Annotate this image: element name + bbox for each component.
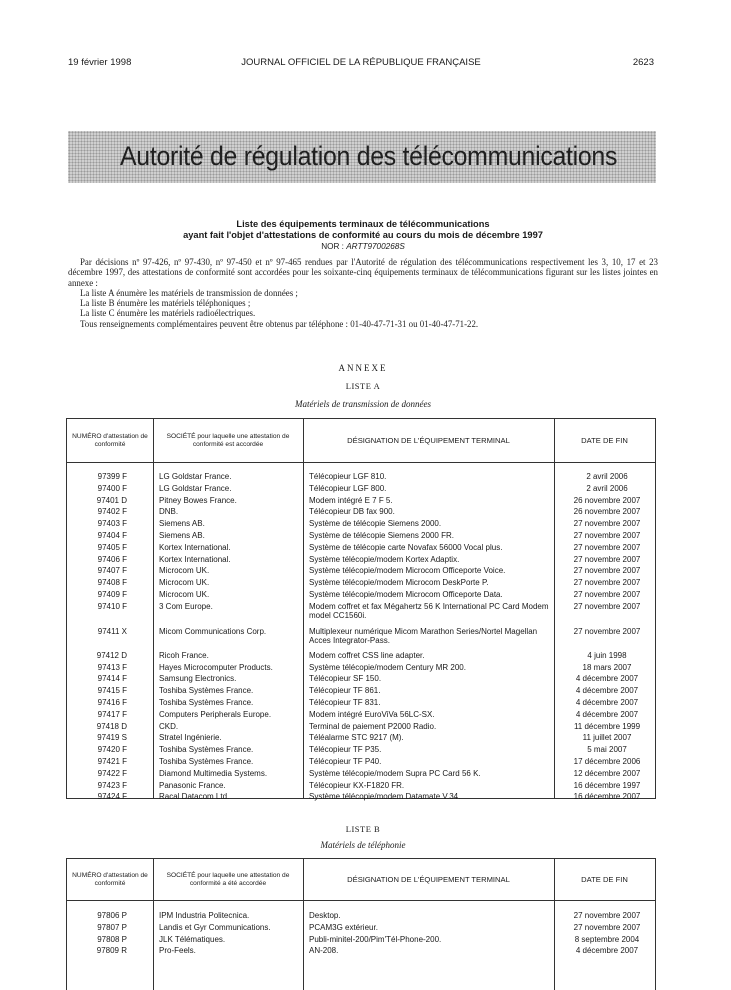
company-name: Kortex International. [159, 554, 231, 564]
company-name: LG Goldstar France. [159, 472, 232, 481]
attestation-number: 97417 F [97, 709, 127, 719]
company-name: Microcom UK. [159, 590, 210, 599]
equipment-designation: Système télécopie/modem Datamate V.34. [309, 792, 461, 802]
intro-contact: Tous renseignements complémentaires peuvent être obtenus par téléphone : 01-40-47-71-31 ou 01-40-47-71-22. [80, 318, 479, 329]
end-date: 11 décembre 1999 [573, 721, 641, 731]
attestation-number: 97424 F [97, 792, 127, 802]
company-name: Microcom UK. [159, 578, 210, 588]
liste-a-table [66, 418, 656, 802]
equipment-designation: Télécopieur LGF 810. [309, 472, 387, 481]
liste-a-category: Matériels de transmission de données [295, 399, 431, 409]
end-date: 27 novembre 2007 [573, 911, 641, 920]
header-date-fin: DATE DE FIN [581, 874, 628, 884]
company-name: Hayes Microcomputer Products. [159, 662, 273, 672]
end-date: 4 décembre 2007 [575, 709, 639, 719]
company-name: Samsung Electronics. [159, 674, 237, 684]
end-date: 27 novembre 2007 [573, 554, 641, 564]
equipment-designation: Télécopieur SF 150. [309, 674, 382, 684]
equipment-designation: Multiplexeur numérique Micom Marathon Series/Nortel Magellan Acces Integrator-Pass. [309, 626, 538, 645]
end-date: 27 novembre 2007 [573, 519, 641, 529]
header-numero: NUMÉRO d'attestation de conformité [72, 872, 148, 887]
end-date: 26 novembre 2007 [573, 495, 641, 505]
equipment-designation: Téléalarme STC 9217 (M). [309, 733, 404, 743]
equipment-designation: PCAM3G extérieur. [309, 922, 378, 932]
equipment-designation: Système de télécopie Siemens 2000 FR. [309, 531, 454, 540]
attestation-number: 97419 S [97, 733, 127, 743]
equipment-designation: Système télécopie/modem Microcom DeskPorte P. [309, 578, 489, 588]
company-name: Toshiba Systèmes France. [159, 686, 254, 696]
end-date: 27 novembre 2007 [573, 626, 641, 636]
attestation-number: 97409 F [97, 590, 127, 599]
end-date: 27 novembre 2007 [573, 531, 641, 540]
company-name: Panasonic France. [159, 780, 226, 790]
end-date: 27 novembre 2007 [573, 542, 641, 552]
equipment-designation: Système télécopie/modem Microcom Officeporte Data. [309, 590, 503, 599]
end-date: 11 juillet 2007 [582, 733, 632, 743]
company-name: Stratel Ingénierie. [159, 733, 222, 743]
company-name: LG Goldstar France. [159, 483, 232, 493]
end-date: 2 avril 2006 [586, 472, 628, 481]
end-date: 4 décembre 2007 [575, 946, 639, 956]
attestation-number: 97413 F [97, 662, 127, 672]
end-date: 16 décembre 1997 [573, 780, 641, 790]
equipment-designation: Système de télécopie carte Novafax 56000 Vocal plus. [309, 542, 503, 552]
equipment-designation: Télécopieur DB fax 900. [309, 507, 395, 517]
company-name: JLK Télématiques. [159, 934, 226, 944]
table-header [67, 859, 655, 901]
liste-b-heading: LISTE B [345, 824, 381, 834]
equipment-designation: Système de télécopie Siemens 2000. [309, 519, 442, 529]
header-journal-title: JOURNAL OFFICIEL DE LA RÉPUBLIQUE FRANÇAISE [241, 57, 481, 68]
equipment-designation: Modem coffret et fax Mégahertz 56 K International PC Card Modem model CC1560i. [309, 601, 549, 621]
notice-title-line1: Liste des équipements terminaux de télécommunications [236, 219, 490, 229]
company-name: Toshiba Systèmes France. [159, 697, 254, 707]
company-name: Siemens AB. [159, 519, 205, 529]
nor-reference [68, 242, 658, 251]
end-date: 18 mars 2007 [582, 662, 632, 672]
end-date: 16 décembre 2007 [573, 792, 641, 802]
header-numero: NUMÉRO d'attestation de conformité [72, 433, 148, 448]
intro-list-c: La liste C énumère les matériels radioélectriques. [80, 308, 256, 319]
attestation-number: 97407 F [97, 566, 127, 576]
company-name: Diamond Multimedia Systems. [159, 768, 268, 778]
liste-a-heading: LISTE A [345, 381, 381, 391]
attestation-number: 97416 F [97, 697, 127, 707]
attestation-number: 97408 F [97, 578, 127, 588]
intro-text [68, 257, 658, 329]
end-date: 12 décembre 2007 [573, 768, 641, 778]
attestation-number: 97406 F [97, 554, 127, 564]
attestation-number: 97421 F [97, 756, 127, 766]
company-name: Toshiba Systèmes France. [159, 745, 254, 755]
intro-paragraph: Par décisions nº 97-426, nº 97-430, nº 97-450 et nº 97-465 rendues par l'Autorité de régulation des télécommunications respectivement les 3, 10, 17 et 23 décembre 1997, des attestations de conformité sont accordées pour les soixante-cinq équipements terminaux de télécommunications figurant sur les listes jointes en annexe : [68, 257, 658, 288]
attestation-number: 97403 F [97, 519, 127, 529]
attestation-number: 97410 F [97, 601, 127, 611]
attestation-number: 97411 X [97, 626, 127, 636]
header-date-fin: DATE DE FIN [581, 435, 628, 445]
company-name: CKD. [159, 721, 179, 731]
attestation-number: 97414 F [97, 674, 127, 684]
equipment-designation: Télécopieur TF P40. [309, 756, 382, 766]
company-name: Landis et Gyr Communications. [159, 922, 271, 932]
intro-list-a: La liste A énumère les matériels de transmission de données ; [80, 287, 298, 298]
equipment-designation: Terminal de paiement P2000 Radio. [309, 721, 437, 731]
attestation-number: 97809 R [96, 946, 127, 956]
attestation-number: 97405 F [97, 542, 127, 552]
end-date: 8 septembre 2004 [574, 934, 640, 944]
company-name: Ricoh France. [159, 650, 209, 660]
attestation-number: 97418 D [96, 721, 127, 731]
header-designation: DÉSIGNATION DE L'ÉQUIPEMENT TERMINAL [347, 874, 510, 884]
attestation-number: 97399 F [97, 472, 127, 481]
attestation-number: 97404 F [97, 531, 127, 540]
company-name: DNB. [159, 507, 179, 517]
column-divider [153, 419, 154, 798]
banner-title: Autorité de régulation des télécommunications [120, 141, 618, 171]
liste-b-table [66, 858, 656, 990]
equipment-designation: Télécopieur LGF 800. [309, 483, 387, 493]
attestation-number: 97423 F [97, 780, 127, 790]
company-name: Toshiba Systèmes France. [159, 756, 254, 766]
equipment-designation: Télécopieur KX-F1820 FR. [309, 780, 405, 790]
equipment-designation: Système télécopie/modem Microcom Officeporte Voice. [309, 566, 506, 576]
equipment-designation: Système télécopie/modem Kortex Adaptix. [309, 554, 460, 564]
attestation-number: 97415 F [97, 686, 127, 696]
end-date: 2 avril 2006 [586, 483, 628, 493]
attestation-number: 97400 F [97, 483, 127, 493]
attestation-number: 97808 P [97, 934, 127, 944]
end-date: 27 novembre 2007 [573, 578, 641, 588]
header-page-number: 2623 [632, 57, 654, 68]
liste-b-category: Matériels de téléphonie [320, 840, 406, 850]
attestation-number: 97422 F [97, 768, 127, 778]
header-designation: DÉSIGNATION DE L'ÉQUIPEMENT TERMINAL [347, 435, 510, 445]
attestation-number: 97420 F [97, 745, 127, 755]
company-name: Micom Communications Corp. [159, 626, 267, 636]
attestation-number: 97806 P [97, 911, 127, 920]
nor-label: NOR : [321, 242, 344, 251]
header-societe: SOCIÉTÉ pour laquelle une attestation de conformité est accordée [166, 433, 290, 448]
end-date: 4 décembre 2007 [575, 686, 639, 696]
annexe-heading: ANNEXE [338, 363, 388, 373]
end-date: 27 novembre 2007 [573, 601, 641, 611]
company-name: IPM Industria Politecnica. [159, 911, 250, 920]
attestation-number: 97402 F [97, 507, 127, 517]
header-date: 19 février 1998 [68, 57, 132, 68]
end-date: 26 novembre 2007 [573, 507, 641, 517]
company-name: Computers Peripherals Europe. [159, 709, 272, 719]
nor-code: ARTT9700268S [346, 242, 405, 251]
table-header [67, 419, 655, 463]
attestation-number: 97807 P [97, 922, 127, 932]
end-date: 27 novembre 2007 [573, 590, 641, 599]
equipment-designation: Télécopieur TF 861. [309, 686, 381, 696]
equipment-designation: Télécopieur TF P35. [309, 745, 382, 755]
equipment-designation: Système télécopie/modem Supra PC Card 56 K. [309, 768, 481, 778]
equipment-designation: Modem coffret CSS line adapter. [309, 650, 425, 660]
company-name: Pro-Feels. [159, 946, 196, 956]
intro-list-b: La liste B énumère les matériels téléphoniques ; [80, 298, 251, 309]
end-date: 17 décembre 2006 [573, 756, 641, 766]
attestation-number: 97412 D [96, 650, 127, 660]
end-date: 4 décembre 2007 [575, 674, 639, 684]
company-name: Microcom UK. [159, 566, 210, 576]
company-name: Siemens AB. [159, 531, 205, 540]
attestation-number: 97401 D [96, 495, 127, 505]
equipment-designation: Système télécopie/modem Century MR 200. [309, 662, 466, 672]
section-banner [68, 131, 656, 183]
equipment-designation: Télécopieur TF 831. [309, 697, 381, 707]
equipment-designation: Publi-minitel-200/Pim'Tél-Phone-200. [309, 934, 442, 944]
company-name: 3 Com Europe. [159, 601, 213, 611]
end-date: 27 novembre 2007 [573, 566, 641, 576]
notice-title-line2: ayant fait l'objet d'attestations de conformité au cours du mois de décembre 1997 [183, 230, 543, 240]
company-name: Kortex International. [159, 542, 231, 552]
equipment-designation: Modem intégré EuroViVa 56LC-SX. [309, 709, 435, 719]
equipment-designation: Desktop. [309, 911, 341, 920]
end-date: 4 juin 1998 [587, 650, 627, 660]
page-header [68, 57, 654, 71]
equipment-designation: Modem intégré E 7 F 5. [309, 495, 393, 505]
equipment-designation: AN-208. [309, 946, 339, 956]
end-date: 27 novembre 2007 [573, 922, 641, 932]
header-societe: SOCIÉTÉ pour laquelle une attestation de conformité a été accordée [166, 872, 290, 887]
end-date: 5 mai 2007 [587, 745, 627, 755]
company-name: Racal Datacom Ltd. [159, 792, 230, 802]
column-divider [303, 419, 304, 798]
company-name: Pitney Bowes France. [159, 495, 237, 505]
end-date: 4 décembre 2007 [575, 697, 639, 707]
